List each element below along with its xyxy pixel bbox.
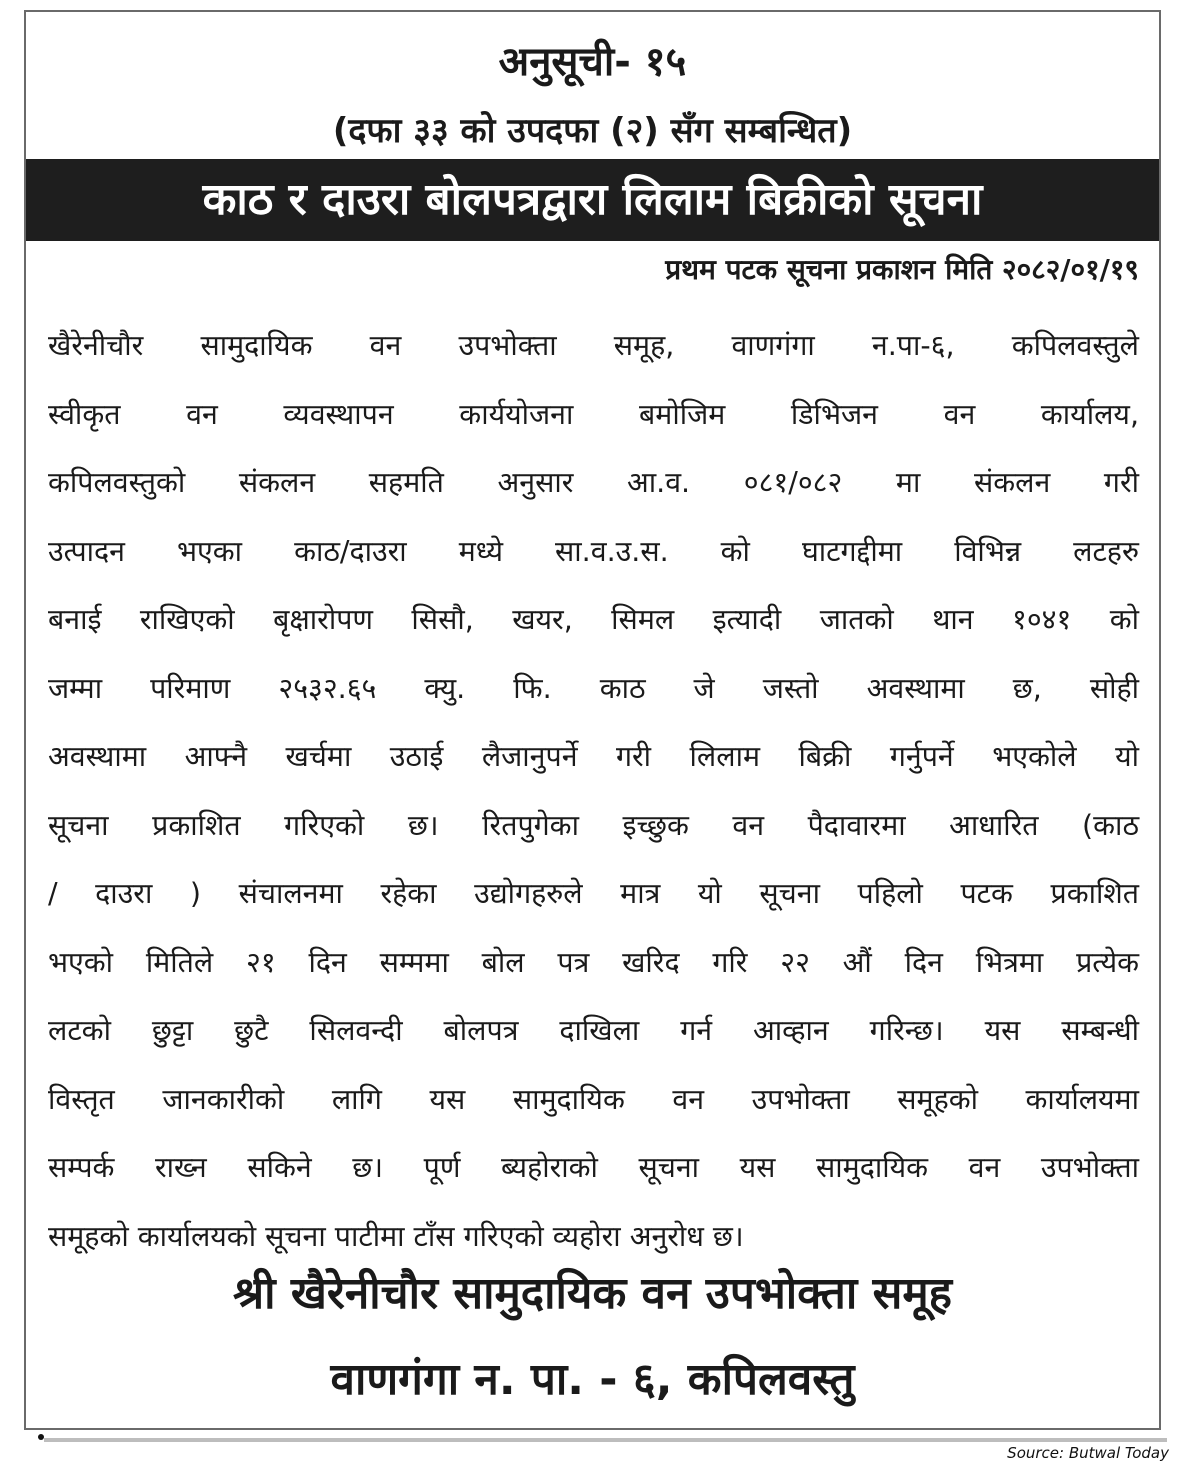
body-line: सूचना प्रकाशित गरिएको छ। रितपुगेका इच्छुक वन पैदावारमा आधारित (काठ bbox=[48, 808, 1139, 842]
body-line: / दाउरा ) संचालनमा रहेका उद्योगहरुले मात्र यो सूचना पहिलो पटक प्रकाशित bbox=[48, 877, 1139, 910]
schedule-title: अनुसूची- १५ bbox=[498, 39, 687, 85]
organization-address: वाणगंगा न. पा. - ६, कपिलवस्तु bbox=[330, 1354, 855, 1405]
body-line: अवस्थामा आफ्नै खर्चमा उठाई लैजानुपर्ने गरी लिलाम बिक्री गर्नुपर्ने भएकोले यो bbox=[48, 740, 1139, 773]
schedule-subtitle: (दफा ३३ को उपदफा (२) सँग सम्बन्धित) bbox=[332, 111, 853, 151]
body-line: स्वीकृत वन व्यवस्थापन कार्ययोजना बमोजिम डिभिजन वन कार्यालय, bbox=[48, 397, 1139, 431]
body-line: खैरेनीचौर सामुदायिक वन उपभोक्ता समूह, वाणगंगा न.पा-६, कपिलवस्तुले bbox=[48, 329, 1139, 362]
body-line: लटको छुट्टा छुटै सिलवन्दी बोलपत्र दाखिला गर्न आव्हान गरिन्छ। यस सम्बन्धी bbox=[48, 1014, 1139, 1047]
body-line: जम्मा परिमाण २५३२.६५ क्यु. फि. काठ जे जस्तो अवस्थामा छ, सोही bbox=[48, 671, 1139, 705]
publish-date: प्रथम पटक सूचना प्रकाशन मिति २०८२/०१/१९ bbox=[665, 253, 1139, 286]
organization-name: श्री खैरेनीचौर सामुदायिक वन उपभोक्ता समूह bbox=[233, 1268, 952, 1319]
notice-headline: काठ र दाउरा बोलपत्रद्वारा लिलाम बिक्रीको सूचना bbox=[26, 159, 1159, 241]
source-credit: Source: Butwal Today bbox=[1007, 1444, 1169, 1462]
body-line: विस्तृत जानकारीको लागि यस सामुदायिक वन उपभोक्ता समूहको कार्यालयमा bbox=[48, 1082, 1139, 1116]
notice-body bbox=[48, 312, 1139, 1271]
bottom-divider bbox=[44, 1438, 1167, 1442]
body-line: बनाई राखिएको बृक्षारोपण सिसौ, खयर, सिमल इत्यादी जातको थान १०४१ को bbox=[48, 603, 1139, 636]
body-line: समूहको कार्यालयको सूचना पाटीमा टाँस गरिएको व्यहोरा अनुरोध छ। bbox=[48, 1219, 744, 1253]
body-line: भएको मितिले २१ दिन सम्ममा बोल पत्र खरिद गरि २२ औं दिन भित्रमा प्रत्येक bbox=[48, 945, 1139, 979]
notice-frame bbox=[24, 10, 1161, 1430]
body-line: कपिलवस्तुको संकलन सहमति अनुसार आ.व. ०८१/०८२ मा संकलन गरी bbox=[48, 466, 1139, 499]
body-line: सम्पर्क राख्न सकिने छ। पूर्ण ब्यहोराको सूचना यस सामुदायिक वन उपभोक्ता bbox=[48, 1151, 1139, 1184]
body-line: उत्पादन भएका काठ/दाउरा मध्ये सा.व.उ.स. को घाटगद्दीमा विभिन्न लटहरु bbox=[48, 534, 1139, 568]
